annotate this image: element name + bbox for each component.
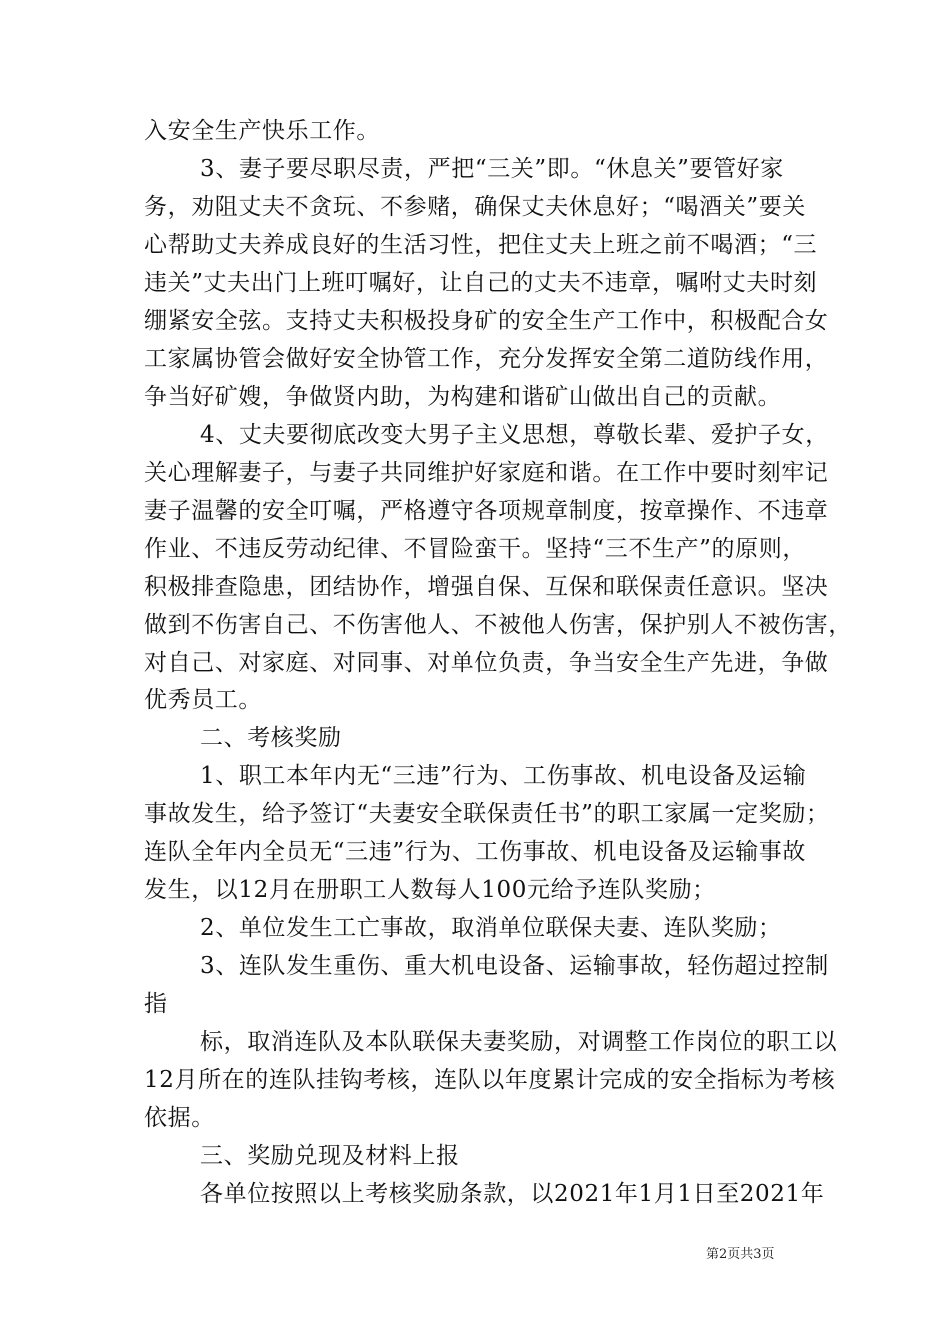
text-line: 事故发生，给予签订“夫妻安全联保责任书”的职工家属一定奖励；	[144, 801, 830, 827]
text-line: 优秀员工。	[144, 687, 262, 713]
text-line: 4、丈夫要彻底改变大男子主义思想，尊敬长辈、爱护子女，	[200, 422, 829, 448]
text-line: 务，劝阻丈夫不贪玩、不参赌，确保丈夫休息好；“喝酒关”要关	[144, 194, 806, 220]
text-line: 指	[144, 991, 168, 1017]
text-line: 2、单位发生工亡事故，取消单位联保夫妻、连队奖励；	[200, 915, 782, 941]
text-line: 争当好矿嫂，争做贤内助，为构建和谐矿山做出自己的贡献。	[144, 384, 782, 410]
text-line: 各单位按照以上考核奖励条款，以2021年1月1日至2021年	[200, 1181, 825, 1207]
text-line: 入安全生产快乐工作。	[144, 118, 380, 144]
text-line: 12月所在的连队挂钩考核，连队以年度累计完成的安全指标为考核	[144, 1067, 836, 1093]
text-line: 积极排查隐患，团结协作，增强自保、互保和联保责任意识。坚决	[144, 574, 829, 600]
text-line: 1、职工本年内无“三违”行为、工伤事故、机电设备及运输	[200, 763, 807, 789]
text-line: 标，取消连队及本队联保夫妻奖励，对调整工作岗位的职工以	[200, 1029, 838, 1055]
text-line: 3、妻子要尽职尽责，严把“三关”即。“休息关”要管好家	[200, 156, 784, 182]
text-line: 发生，以12月在册职工人数每人100元给予连队奖励；	[144, 877, 716, 903]
text-line: 依据。	[144, 1105, 215, 1131]
text-line: 连队全年内全员无“三违”行为、工伤事故、机电设备及运输事故	[144, 839, 806, 865]
text-line: 工家属协管会做好安全协管工作，充分发挥安全第二道防线作用，	[144, 346, 829, 372]
section-heading: 二、考核奖励	[200, 725, 342, 751]
text-line: 妻子温馨的安全叮嘱，严格遵守各项规章制度，按章操作、不违章	[144, 498, 829, 524]
text-line: 绷紧安全弦。支持丈夫积极投身矿的安全生产工作中，积极配合女	[144, 308, 829, 334]
text-line: 违关”丈夫出门上班叮嘱好，让自己的丈夫不违章，嘱咐丈夫时刻	[144, 270, 818, 296]
text-line: 做到不伤害自己、不伤害他人、不被他人伤害，保护别人不被伤害，	[144, 612, 852, 638]
section-heading: 三、奖励兑现及材料上报	[200, 1143, 460, 1169]
text-line: 作业、不违反劳动纪律、不冒险蛮干。坚持“三不生产”的原则，	[144, 536, 806, 562]
text-line: 对自己、对家庭、对同事、对单位负责，争当安全生产先进，争做	[144, 650, 829, 676]
page-number: 第2页共3页	[706, 1247, 775, 1262]
text-line: 关心理解妻子，与妻子共同维护好家庭和谐。在工作中要时刻牢记	[144, 460, 829, 486]
text-line: 3、连队发生重伤、重大机电设备、运输事故，轻伤超过控制	[200, 953, 829, 979]
text-line: 心帮助丈夫养成良好的生活习性，把住丈夫上班之前不喝酒；“三	[144, 232, 818, 258]
